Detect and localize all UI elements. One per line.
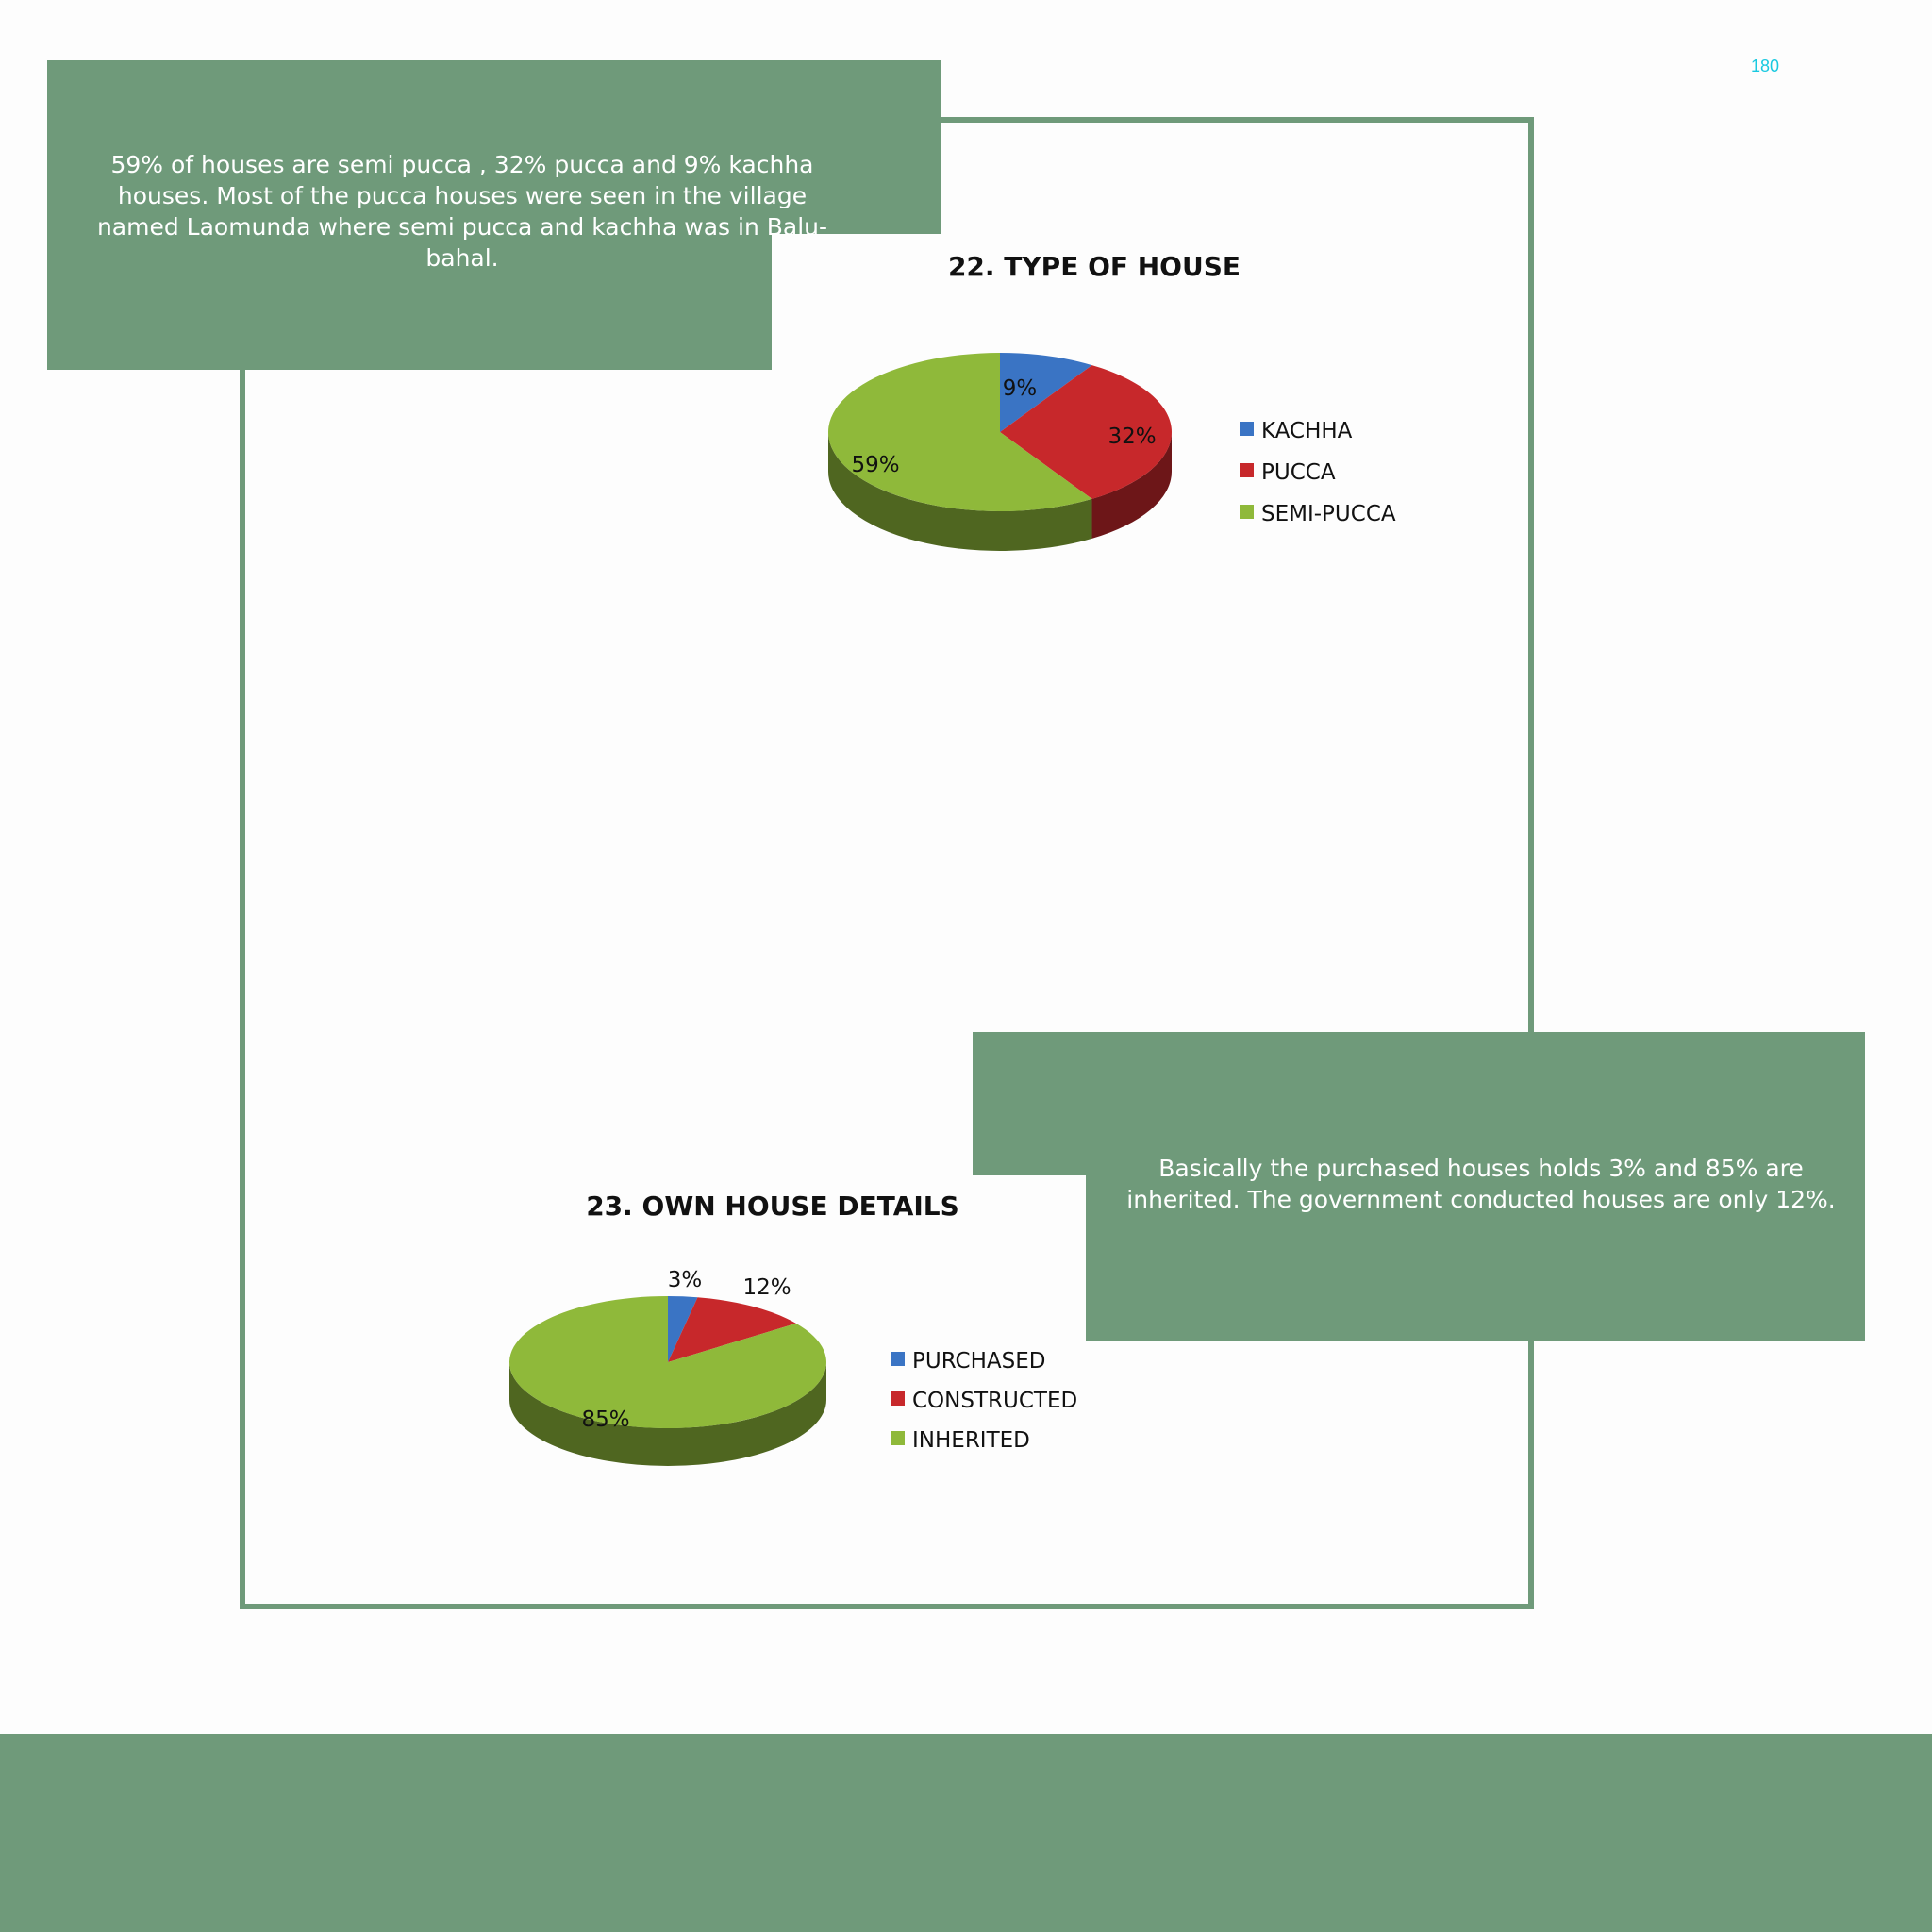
legend-swatch-pucca — [1240, 463, 1254, 477]
legend-label-purchased: PURCHASED — [912, 1349, 1046, 1374]
data-label-constructed: 12% — [742, 1275, 791, 1300]
pie-chart-2 — [509, 1191, 1077, 1466]
note-text-own-house: Basically the purchased houses holds 3% and 85% are inherited. The government conducted houses are only 12%. — [1126, 1155, 1836, 1213]
legend-label-pucca: PUCCA — [1261, 460, 1336, 485]
data-label-semi-pucca: 59% — [851, 453, 900, 477]
pie-chart-1 — [828, 251, 1396, 551]
legend-swatch-inherited — [891, 1431, 905, 1445]
legend-label-semi-pucca: SEMI-PUCCA — [1261, 502, 1396, 526]
legend-label-constructed: CONSTRUCTED — [912, 1389, 1078, 1413]
legend-swatch-constructed — [891, 1391, 905, 1406]
legend-swatch-purchased — [891, 1352, 905, 1366]
data-label-purchased: 3% — [667, 1268, 703, 1292]
note-text-house-type: 59% of houses are semi pucca , 32% pucca and 9% kachha houses. Most of the pucca houses were seen in the village named Laomunda where semi pucca and kachha was in Balu-bahal. — [96, 151, 828, 272]
chart-title: 22. TYPE OF HOUSE — [947, 251, 1241, 282]
legend-swatch-kachha — [1240, 422, 1254, 436]
chart-title: 23. OWN HOUSE DETAILS — [586, 1191, 959, 1222]
data-label-inherited: 85% — [581, 1407, 630, 1432]
data-label-kachha: 9% — [1002, 376, 1038, 401]
legend-label-kachha: KACHHA — [1261, 419, 1353, 443]
legend-swatch-semi-pucca — [1240, 505, 1254, 519]
legend-label-inherited: INHERITED — [912, 1428, 1030, 1453]
page-number: 180 — [1751, 57, 1780, 75]
data-label-pucca: 32% — [1108, 425, 1157, 449]
